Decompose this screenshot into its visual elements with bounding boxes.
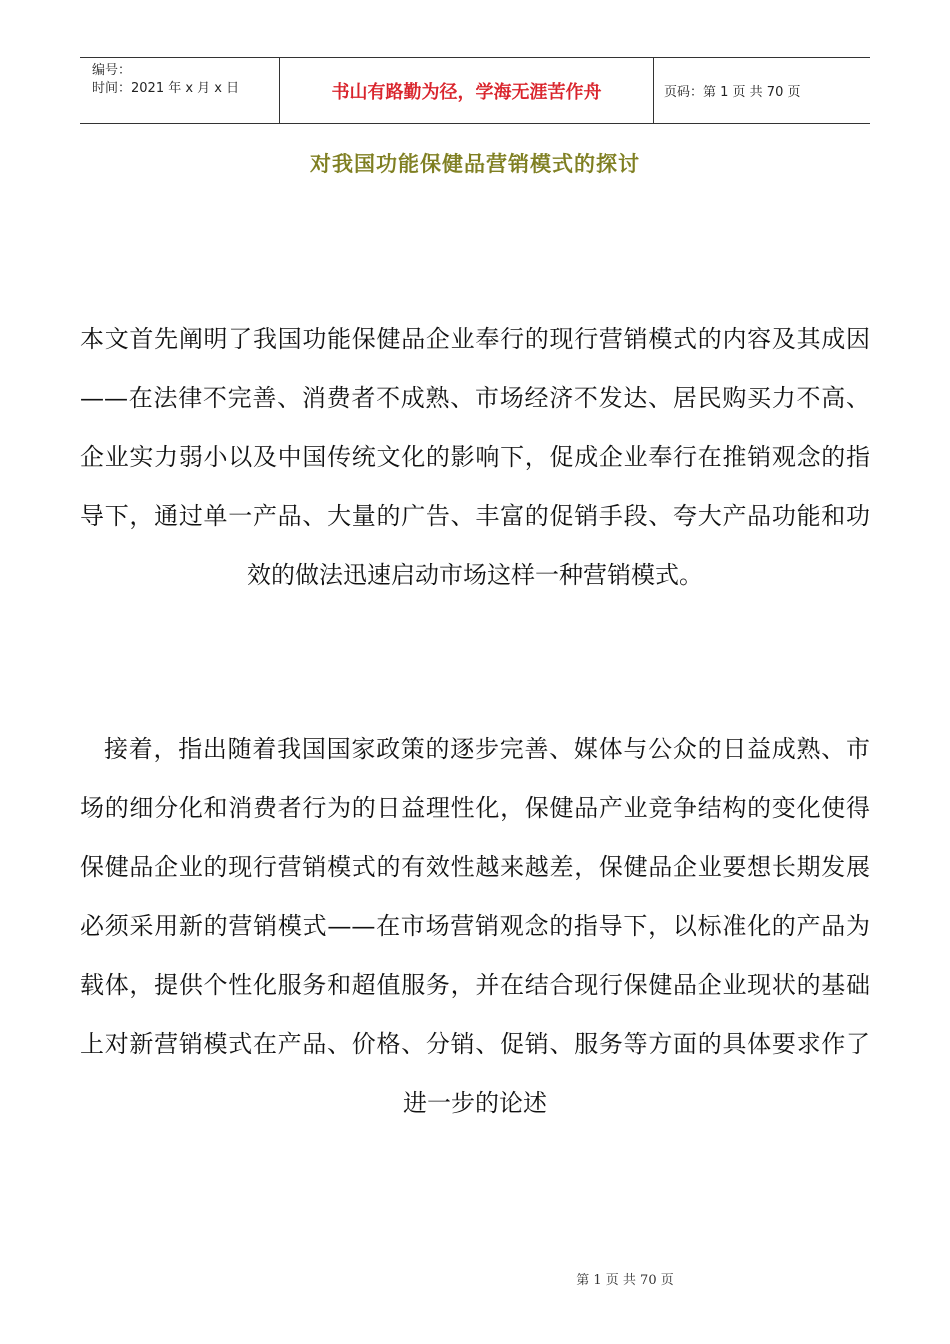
header-page-info: 页码：第 1 页 共 70 页 [664,85,801,100]
header-motto: 书山有路勤为径，学海无涯苦作舟 [280,58,654,123]
paragraph-2: 接着，指出随着我国国家政策的逐步完善、媒体与公众的日益成熟、市场的细分化和消费者行为的日益理性化，保健品产业竞争结构的变化使得保健品企业的现行营销模式的有效性越来越差，保健品企业要想长期发展必须采用新的营销模式——在市场营销观念的指导下，以标准化的产品为载体，提供个性化服务和超值服务，并在结合现行保健品企业现状的基础上对新营销模式在产品、价格、分销、促销、服务等方面的具体要求作了进一步的论述 [80,735,870,1117]
doc-time-label: 时间：2021 年 x 月 x 日 [92,81,240,96]
doc-number-label: 编号： [92,63,132,78]
paragraph-1: 本文首先阐明了我国功能保健品企业奉行的现行营销模式的内容及其成因——在法律不完善、消费者不成熟、市场经济不发达、居民购买力不高、企业实力弱小以及中国传统文化的影响下，促成企业奉行在推销观念的指导下，通过单一产品、大量的广告、丰富的促销手段、夸大产品功能和功效的做法迅速启动市场这样一种营销模式。 [80,325,870,589]
header-meta [80,58,280,123]
page-header [80,57,870,124]
page-footer: 第 1 页 共 70 页 [576,1273,674,1288]
document-title: 对我国功能保健品营销模式的探讨 [310,152,640,176]
